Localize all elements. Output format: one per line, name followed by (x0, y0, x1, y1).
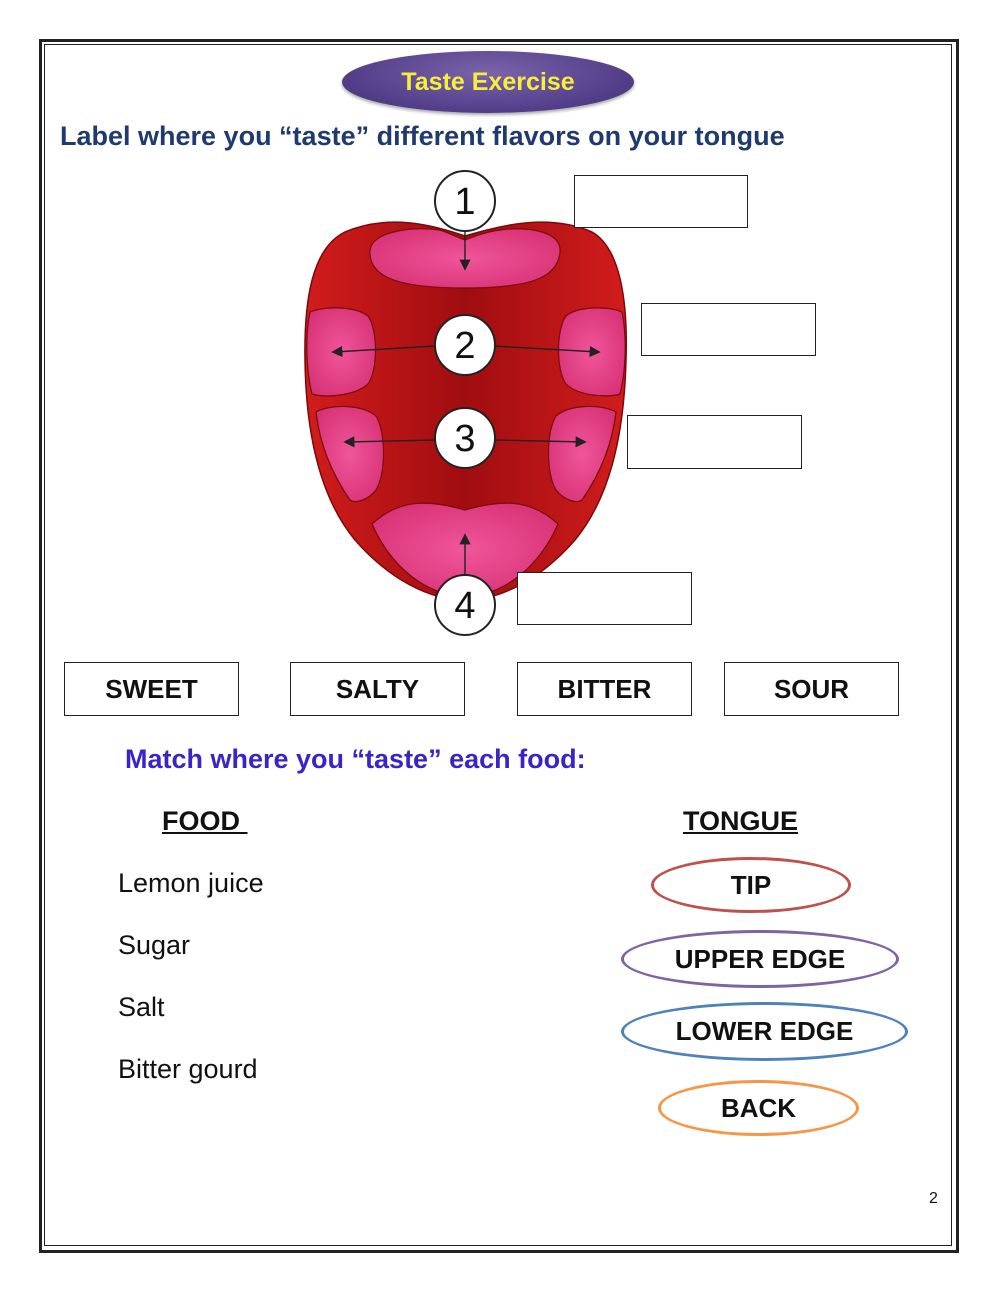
tongue-part-tip[interactable]: TIP (651, 857, 851, 913)
label-instruction: Label where you “taste” different flavors on your tongue (60, 121, 785, 151)
answer-box-1[interactable] (574, 175, 748, 228)
tongue-part-back[interactable]: BACK (658, 1080, 859, 1136)
tongue-column-header: TONGUE (683, 806, 799, 836)
food-column-header: FOOD (162, 806, 248, 836)
marker-2 (435, 315, 495, 375)
food-item-sugar[interactable]: Sugar (118, 930, 191, 960)
flavor-word-sweet[interactable]: SWEET (64, 662, 239, 716)
tongue-part-upper-edge[interactable]: UPPER EDGE (621, 930, 899, 988)
food-item-salt[interactable]: Salt (118, 992, 165, 1022)
page-number: 2 (929, 1190, 938, 1207)
answer-box-3[interactable] (627, 415, 802, 469)
svg-text:3: 3 (454, 418, 476, 460)
marker-3 (435, 408, 495, 468)
flavor-word-sour[interactable]: SOUR (724, 662, 899, 716)
answer-box-2[interactable] (641, 303, 816, 356)
lower-edge-right-region (549, 406, 617, 501)
answer-box-4[interactable] (517, 572, 692, 625)
match-instruction: Match where you “taste” each food: (125, 744, 586, 774)
food-item-bitter-gourd[interactable]: Bitter gourd (118, 1054, 258, 1084)
svg-text:1: 1 (454, 181, 476, 223)
flavor-word-salty[interactable]: SALTY (290, 662, 465, 716)
svg-text:2: 2 (454, 325, 476, 367)
marker-4 (435, 575, 495, 635)
svg-text:4: 4 (454, 585, 476, 627)
marker-1 (435, 171, 495, 231)
tongue-part-lower-edge[interactable]: LOWER EDGE (621, 1002, 908, 1061)
title-banner: Taste Exercise (342, 51, 634, 113)
food-item-lemon-juice[interactable]: Lemon juice (118, 868, 264, 898)
flavor-word-bitter[interactable]: BITTER (517, 662, 692, 716)
